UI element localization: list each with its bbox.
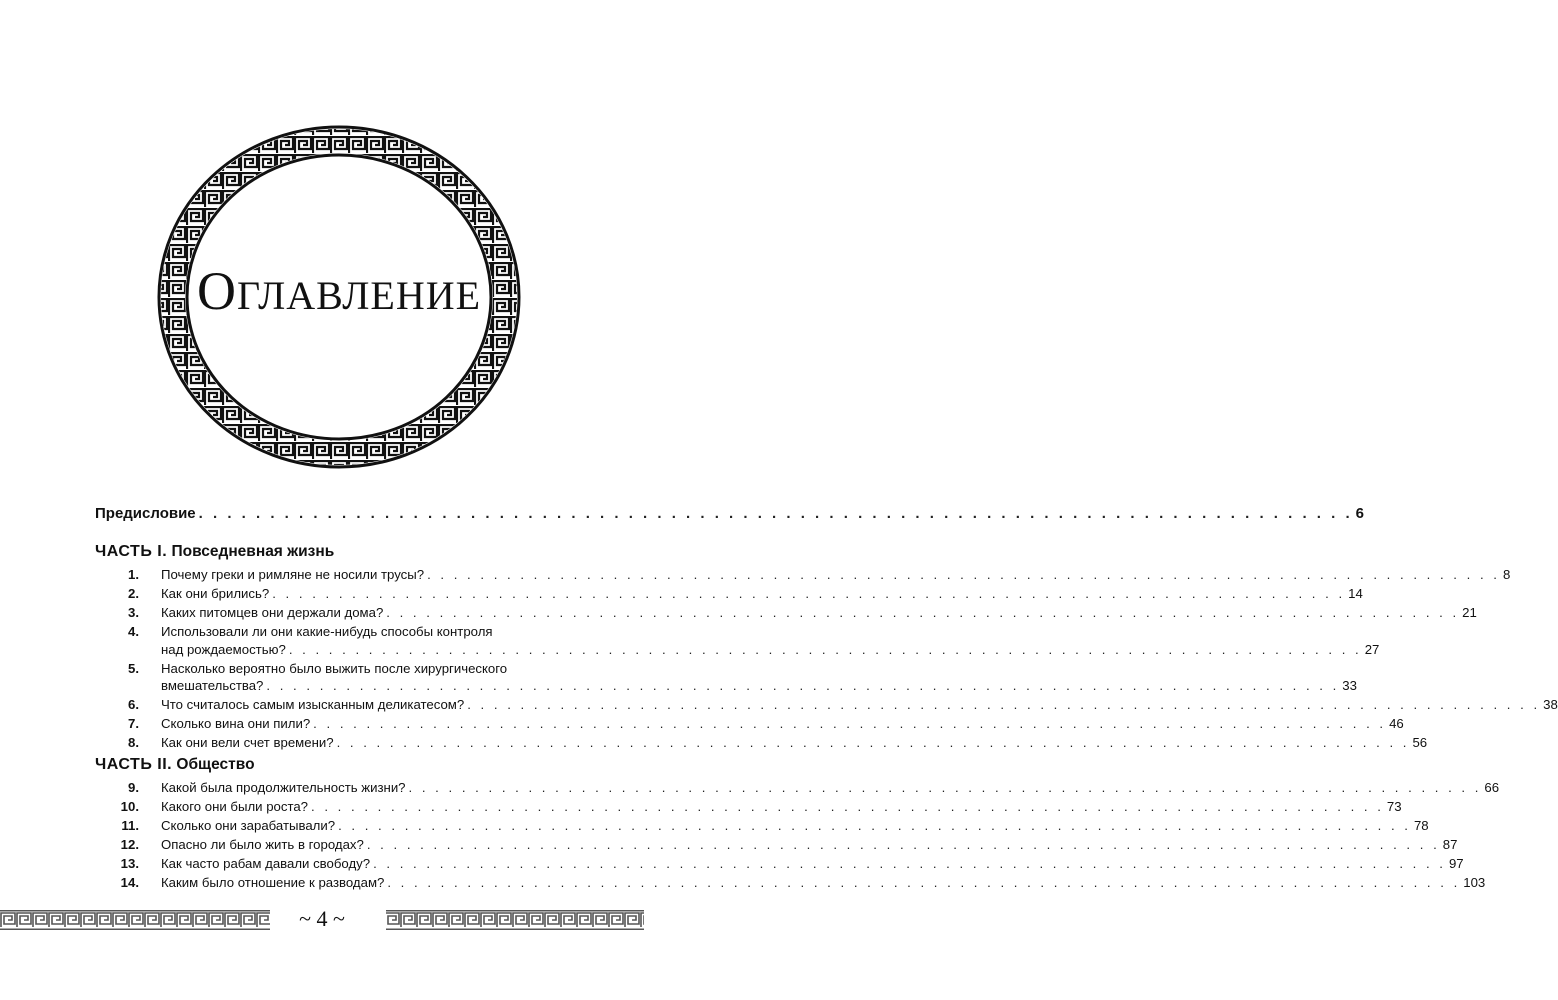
- part-1-name: Повседневная жизнь: [171, 543, 335, 560]
- part-2-prefix: ЧАСТЬ II.: [95, 756, 173, 773]
- entry-title: Сколько они зарабатывали?: [161, 818, 336, 833]
- toc-entry[interactable]: [95, 660, 1357, 695]
- toc-entry[interactable]: [95, 817, 1429, 835]
- toc-entry[interactable]: [95, 696, 1558, 714]
- entry-title: Как они брились?: [161, 586, 270, 601]
- leader-dots: [311, 798, 1384, 816]
- entry-page: 73: [1386, 799, 1402, 814]
- entry-page: 8: [1502, 567, 1511, 582]
- entry-page: 38: [1543, 697, 1558, 712]
- part-2-name: Общество: [176, 756, 255, 773]
- entry-page: 103: [1463, 875, 1486, 890]
- toc-entry[interactable]: [95, 585, 1363, 603]
- toc-entry[interactable]: [95, 604, 1477, 622]
- entry-title: Сколько вина они пили?: [161, 716, 311, 731]
- entry-page: 33: [1342, 678, 1357, 693]
- part-1-prefix: ЧАСТЬ I.: [95, 543, 168, 560]
- toc-entry[interactable]: [95, 734, 1428, 752]
- entry-title: Опасно ли было жить в городах?: [161, 837, 364, 852]
- leader-dots: [409, 779, 1482, 797]
- entry-number: 5.: [128, 660, 139, 676]
- entry-page: 56: [1412, 735, 1428, 750]
- toc-entry[interactable]: [95, 836, 1458, 854]
- toc-entry[interactable]: [95, 623, 1380, 658]
- toc-entry[interactable]: [95, 779, 1500, 797]
- leader-dots: [272, 585, 1345, 603]
- toc-entry[interactable]: [95, 855, 1464, 873]
- entry-page: 14: [1348, 586, 1363, 601]
- entry-number: 13.: [120, 856, 139, 871]
- leader-dots: [337, 734, 1410, 752]
- toc-part-2: [95, 755, 1500, 892]
- entry-number: 11.: [121, 818, 139, 833]
- preface-label: Предисловие: [95, 505, 196, 522]
- entry-number: 1.: [128, 567, 139, 582]
- toc-entry[interactable]: [95, 874, 1486, 892]
- toc-entry[interactable]: [95, 566, 1511, 584]
- entry-title: Какой была продолжительность жизни?: [161, 780, 406, 795]
- entry-number: 10.: [120, 799, 139, 814]
- leader-dots: [338, 817, 1411, 835]
- entry-number: 4.: [128, 624, 139, 639]
- entry-number: 2.: [128, 586, 139, 601]
- leader-dots: [427, 566, 1500, 584]
- entry-page: 21: [1462, 605, 1477, 620]
- title-rest: ГЛАВЛЕНИЕ: [236, 273, 482, 318]
- toc-entry[interactable]: [95, 798, 1402, 816]
- entry-title: Какого они были роста?: [161, 799, 309, 814]
- leader-dots: [266, 677, 1339, 695]
- entry-title: Почему греки и римляне не носили трусы?: [161, 567, 425, 582]
- entry-number: 8.: [128, 735, 139, 750]
- entry-title: Как они вели счет времени?: [161, 735, 334, 750]
- entry-page: 27: [1364, 641, 1380, 657]
- entry-number: 14.: [120, 875, 139, 890]
- entry-title: Каких питомцев они держали дома?: [161, 605, 384, 620]
- entry-page: 46: [1389, 716, 1404, 731]
- entry-title-cont: вмешательства?: [161, 678, 264, 693]
- part-2-title: [95, 755, 585, 775]
- toc-preface: [95, 505, 1364, 523]
- part-1-title: [95, 542, 585, 562]
- entry-title-cont: над рождаемостью?: [161, 641, 286, 657]
- page-number: ~ 4 ~: [299, 906, 345, 931]
- page-title: [150, 261, 528, 321]
- toc-preface-row[interactable]: [95, 505, 1364, 523]
- entry-page: 97: [1448, 856, 1464, 871]
- leader-dots: [467, 696, 1540, 714]
- leader-dots: [199, 505, 1353, 523]
- leader-dots: [289, 641, 1362, 659]
- entry-number: 9.: [128, 780, 139, 795]
- entry-number: 7.: [128, 716, 139, 731]
- entry-title: Использовали ли они какие-нибудь способы контроля: [161, 624, 493, 639]
- preface-page: 6: [1355, 505, 1364, 522]
- entry-number: 6.: [128, 697, 139, 712]
- leader-dots: [387, 874, 1460, 892]
- entry-number: 3.: [128, 605, 139, 620]
- leader-dots: [313, 715, 1386, 733]
- entry-page: 87: [1442, 837, 1458, 852]
- toc-entry[interactable]: [95, 715, 1404, 733]
- leader-dots: [373, 855, 1446, 873]
- entry-title: Каким было отношение к разводам?: [161, 875, 385, 890]
- leader-dots: [386, 604, 1459, 622]
- toc-part-1: [95, 542, 1558, 752]
- entry-number: 12.: [120, 837, 139, 852]
- entry-title: Как часто рабам давали свободу?: [161, 856, 371, 871]
- leader-dots: [367, 836, 1440, 854]
- entry-title: Насколько вероятно было выжить после хирургического: [161, 660, 508, 676]
- entry-page: 66: [1484, 780, 1500, 795]
- title-capital: О: [196, 261, 237, 321]
- entry-title: Что считалось самым изысканным деликатесом?: [161, 697, 465, 712]
- entry-page: 78: [1413, 818, 1429, 833]
